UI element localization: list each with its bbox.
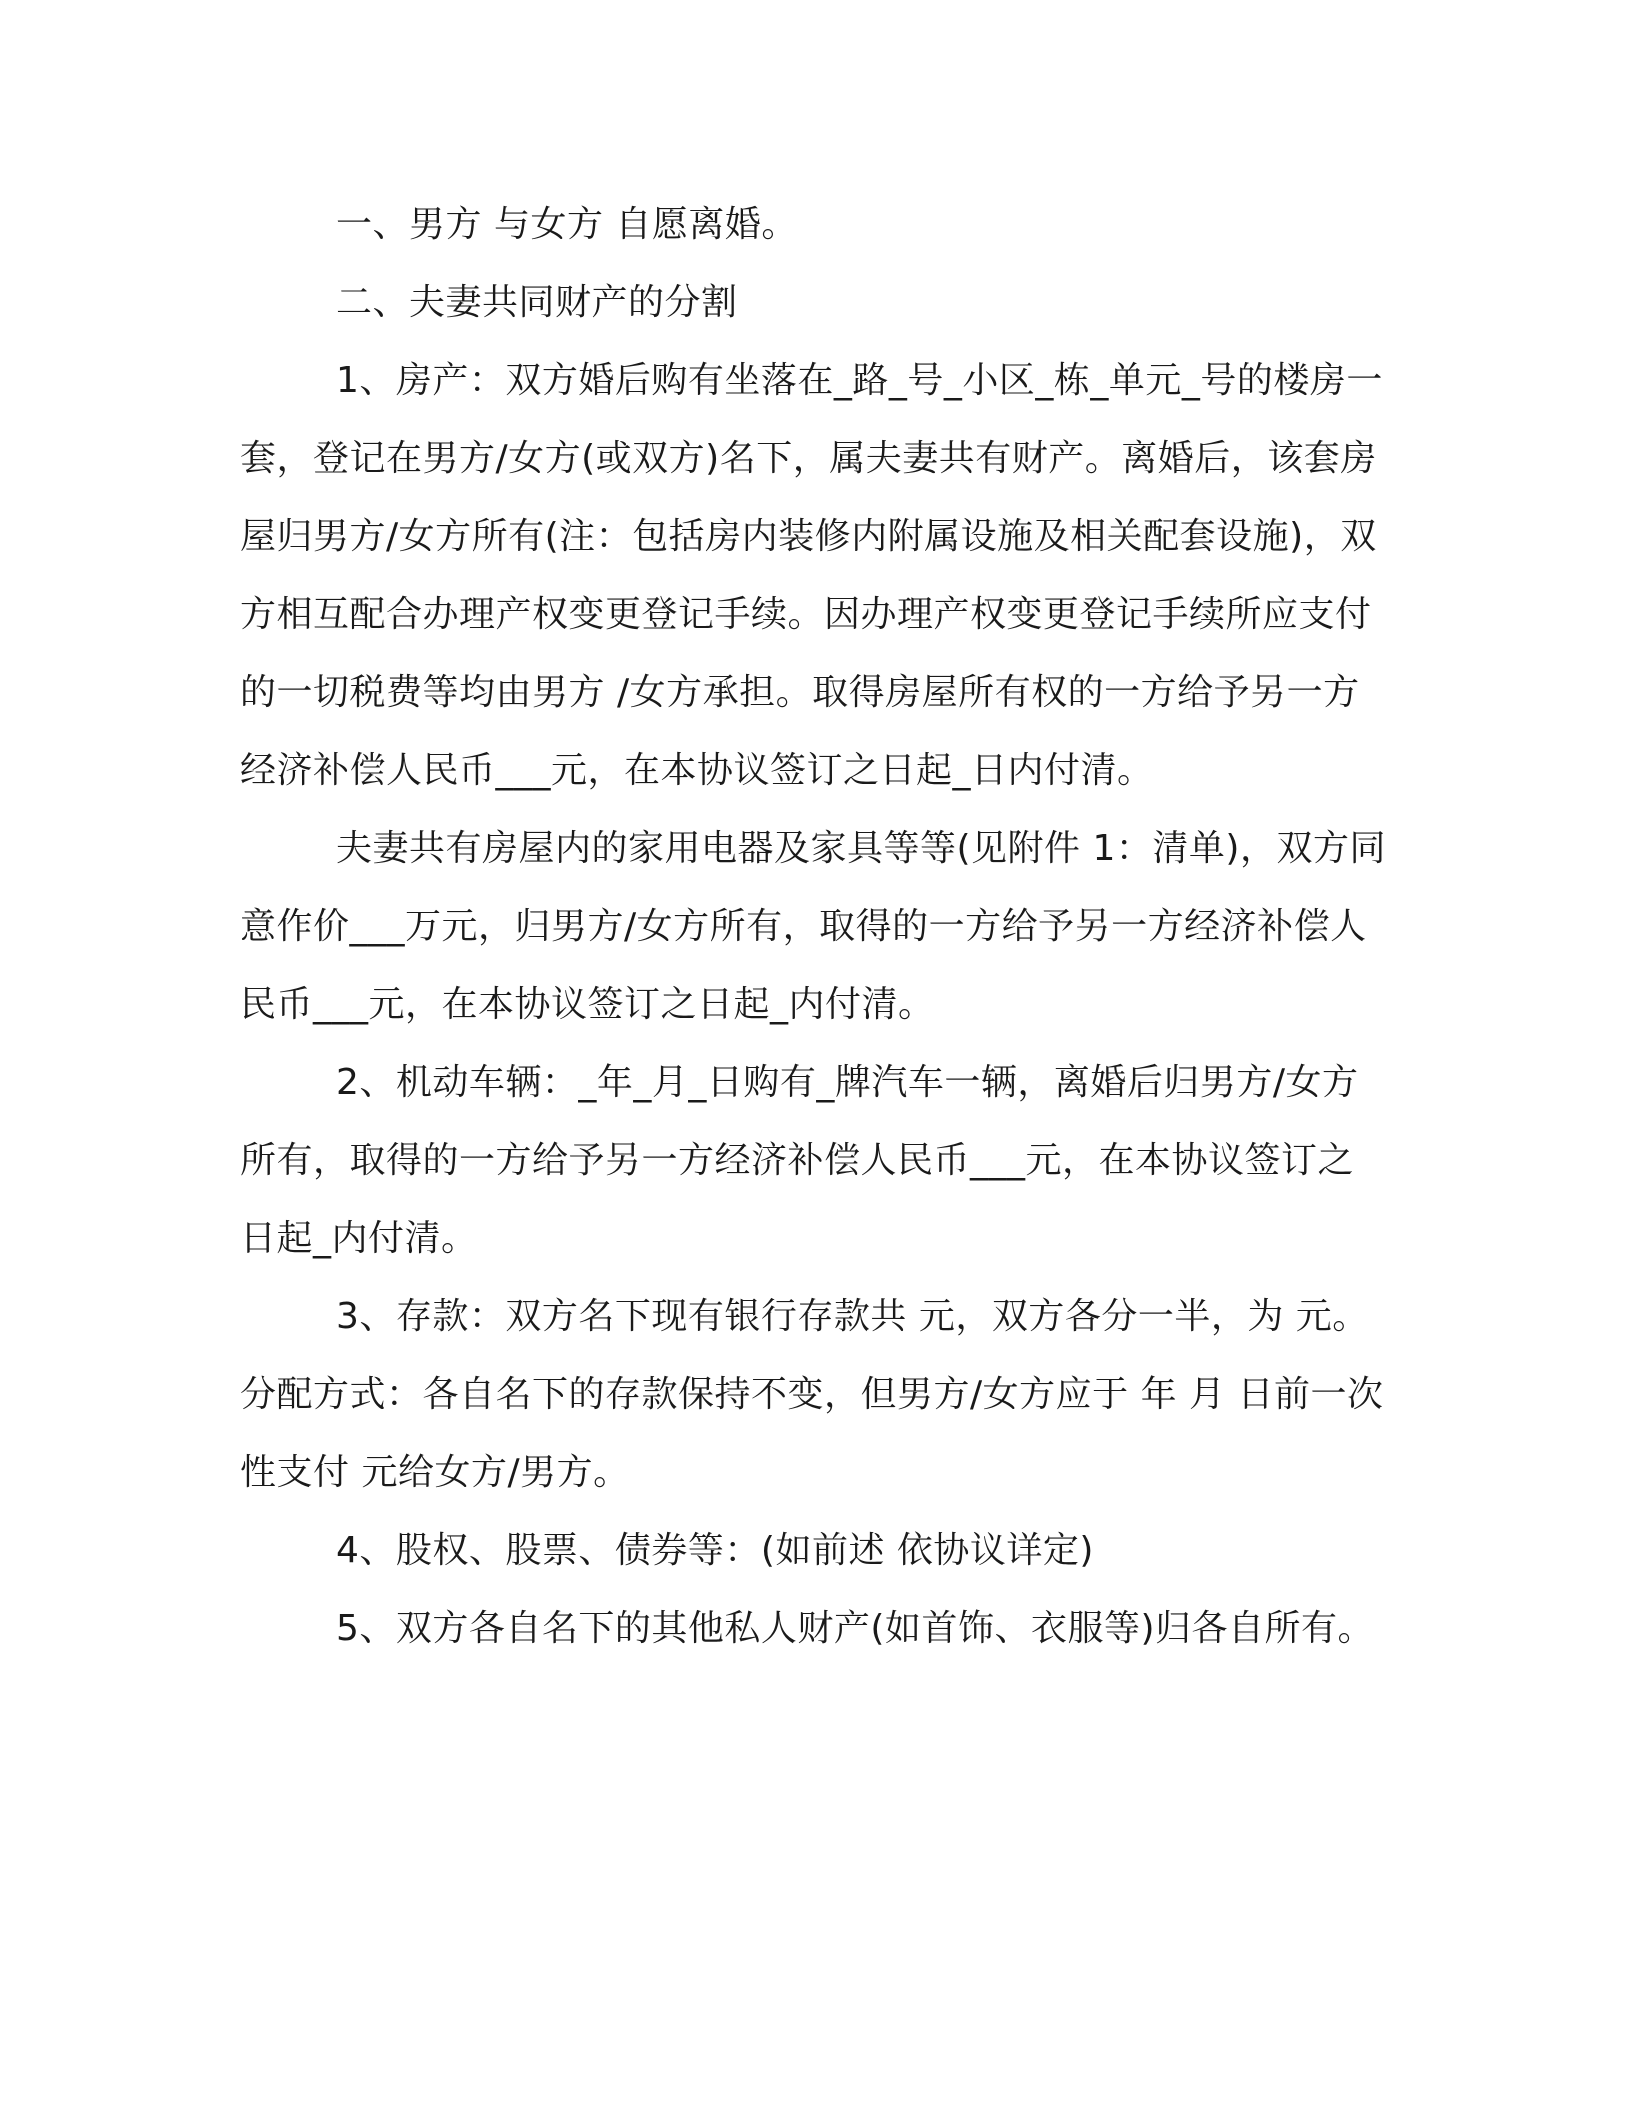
paragraph-property-division-heading: 二、夫妻共同财产的分割 [336, 282, 738, 323]
paragraph-securities: 4、股权、股票、债券等：(如前述 依协议详定) [336, 1530, 1094, 1571]
paragraph-personal-property: 5、双方各自名下的其他私人财产(如首饰、衣服等)归各自所有。 [336, 1608, 1374, 1649]
paragraph-household-appliances: 夫妻共有房屋内的家用电器及家具等等(见附件 1：清单)，双方同意作价___万元，归男方/女方所有，取得的一方给予另一方经济补偿人民币___元，在本协议签订之日起_内付清。 [240, 828, 1386, 1025]
paragraph-motor-vehicle: 2、机动车辆：_年_月_日购有_牌汽车一辆，离婚后归男方/女方所有，取得的一方给予另一方经济补偿人民币___元，在本协议签订之日起_内付清。 [240, 1062, 1359, 1259]
paragraph-deposits: 3、存款：双方名下现有银行存款共 元，双方各分一半，为 元。分配方式：各自名下的存款保持不变，但男方/女方应于 年 月 日前一次性支付 元给女方/男方。 [240, 1296, 1384, 1493]
paragraph-divorce-consent: 一、男方 与女方 自愿离婚。 [336, 204, 798, 245]
paragraph-real-estate: 1、房产：双方婚后购有坐落在_路_号_小区_栋_单元_号的楼房一套，登记在男方/女方(或双方)名下，属夫妻共有财产。离婚后，该套房屋归男方/女方所有(注：包括房内装修内附属设施及相关配套设施)，双方相互配合办理产权变更登记手续。因办理产权变更登记手续所应支付的一切税费等均由男方 /女方承担。取得房屋所有权的一方给予另一方经济补偿人民币___元，在本协议签订之日起_日内付清。 [240, 360, 1383, 791]
document-body [240, 186, 1390, 1668]
